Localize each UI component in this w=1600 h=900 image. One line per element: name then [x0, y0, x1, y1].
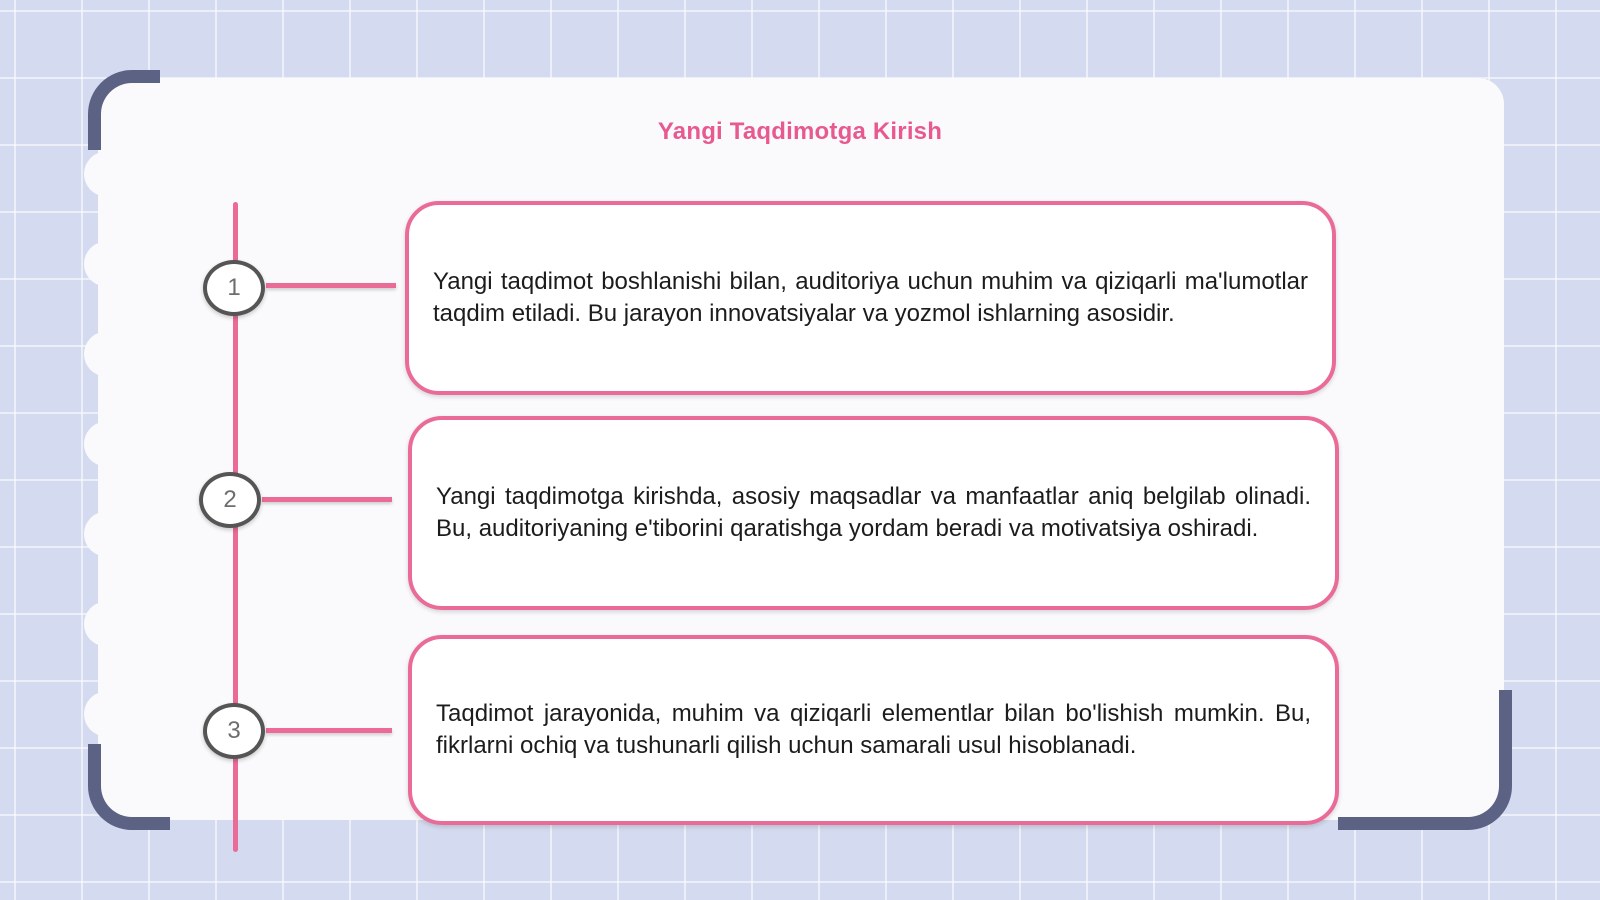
sheet-scallop [84, 692, 126, 736]
step-number-2: 2 [199, 472, 261, 528]
sheet-scallop [84, 512, 126, 556]
corner-bracket-top-left [88, 70, 160, 150]
step-card-1 [405, 201, 1336, 395]
sheet-scallop [84, 422, 126, 466]
step-card-3 [408, 635, 1339, 825]
step-card-3-text: Taqdimot jarayonida, muhim va qiziqarli elementlar bilan bo'lishish mumkin. Bu, fikrlarni ochiq va tushunarli qilish uchun samarali usul hisoblanadi. [436, 700, 1311, 759]
step-number-1: 1 [203, 260, 265, 316]
sheet-scallop [84, 332, 126, 376]
step-card-2 [408, 416, 1339, 610]
corner-bracket-bottom-right [1338, 690, 1512, 830]
sheet-scallop [84, 152, 126, 196]
sheet-scallop [84, 602, 126, 646]
slide-title: Yangi Taqdimotga Kirish [657, 118, 943, 145]
step-number-3: 3 [203, 703, 265, 759]
step-card-1-text: Yangi taqdimot boshlanishi bilan, auditoriya uchun muhim va qiziqarli ma'lumotlar taqdim etiladi. Bu jarayon innovatsiyalar va yozmol ishlarning asosidir. [433, 268, 1308, 327]
step-connector-2 [262, 497, 392, 502]
step-connector-1 [266, 283, 396, 288]
corner-bracket-bottom-left [88, 744, 170, 830]
step-connector-3 [266, 728, 392, 733]
step-card-2-text: Yangi taqdimotga kirishda, asosiy maqsadlar va manfaatlar aniq belgilab olinadi. Bu, auditoriyaning e'tiborini qaratishga yordam beradi va motivatsiya oshiradi. [436, 483, 1311, 542]
sheet-scallop [84, 242, 126, 286]
